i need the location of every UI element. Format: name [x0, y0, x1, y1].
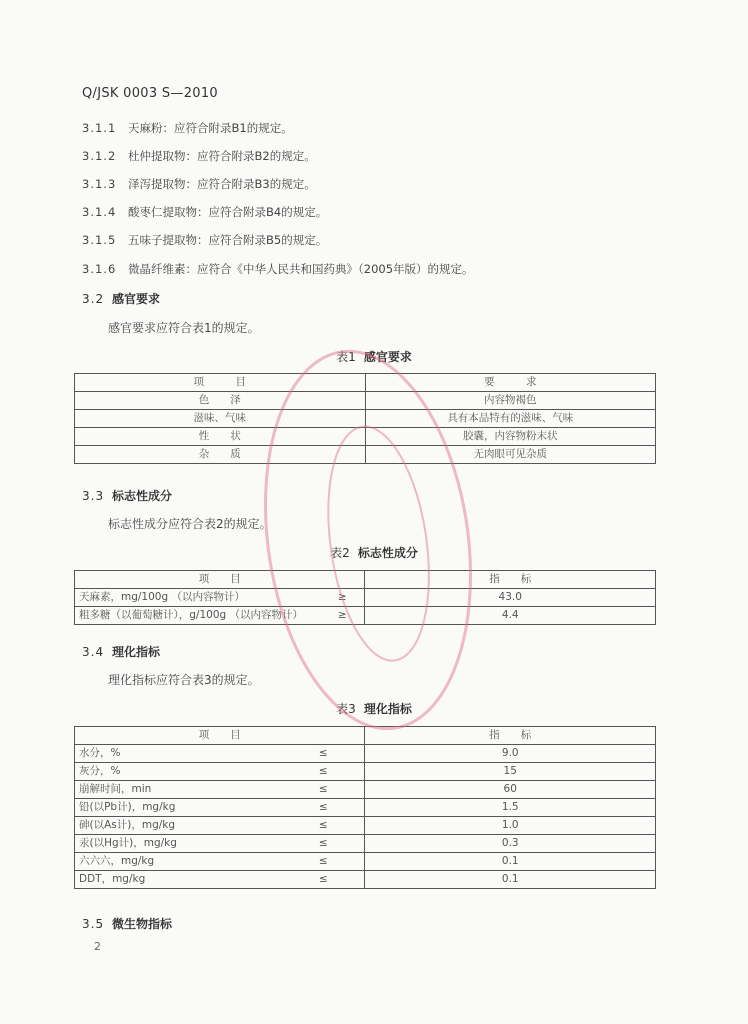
table3-caption [0, 700, 748, 717]
caption-number: 表2 [330, 546, 350, 560]
table-cell: DDT，mg/kg [75, 871, 283, 889]
table-cell: 铅(以Pb计)，mg/kg [75, 799, 283, 817]
clause-number: 3.1.6 [82, 262, 117, 276]
section-number: 3.2 [82, 292, 105, 306]
clause-3-1-3 [82, 176, 316, 192]
clause-3-1-1 [82, 120, 293, 136]
clause-number: 3.1.5 [82, 233, 117, 247]
table-cell: ≤ [282, 763, 365, 781]
section-3-3-heading [82, 487, 172, 504]
table-header-row [75, 571, 656, 589]
section-title: 微生物指标 [112, 917, 173, 931]
clause-text: 酸枣仁提取物：应符合附录B4的规定。 [128, 205, 328, 219]
table3-physicochemical [74, 726, 656, 889]
caption-title: 感官要求 [363, 350, 412, 364]
table-cell: ≤ [282, 781, 365, 799]
section-3-2-heading [82, 290, 160, 307]
section-number: 3.3 [82, 489, 105, 503]
table-row [75, 835, 656, 853]
standard-code: Q/JSK 0003 S—2010 [82, 86, 219, 101]
table-cell: 杂 质 [75, 446, 366, 464]
section-number: 3.4 [82, 645, 105, 659]
table-cell: 粗多糖（以葡萄糖计），g/100g （以内容物计） [75, 607, 321, 625]
clause-3-1-5 [82, 232, 327, 248]
clause-number: 3.1.4 [82, 205, 117, 219]
table-cell: 具有本品特有的滋味、气味 [365, 410, 656, 428]
table-cell: 1.0 [365, 817, 656, 835]
table-cell: ≤ [282, 835, 365, 853]
table-cell: 水分，% [75, 745, 283, 763]
table-row [75, 763, 656, 781]
table-cell: 43.0 [365, 589, 656, 607]
table1-caption [0, 348, 748, 365]
table-row [75, 392, 656, 410]
table-cell: ≤ [282, 817, 365, 835]
section-title: 理化指标 [112, 645, 161, 659]
section-number: 3.5 [82, 917, 105, 931]
table-cell: 9.0 [365, 745, 656, 763]
table-row [75, 871, 656, 889]
table-header-cell: 指 标 [365, 727, 656, 745]
table-row [75, 428, 656, 446]
table-header-cell: 要 求 [365, 374, 656, 392]
table-cell: 砷(以As计)，mg/kg [75, 817, 283, 835]
table-row [75, 589, 656, 607]
table-cell: 无肉眼可见杂质 [365, 446, 656, 464]
table-header-cell: 项 目 [75, 571, 365, 589]
table-cell: 色 泽 [75, 392, 366, 410]
section-3-3-para: 标志性成分应符合表2的规定。 [108, 517, 272, 531]
table-cell: ≤ [282, 853, 365, 871]
caption-title: 标志性成分 [357, 546, 418, 560]
section-title: 感官要求 [112, 292, 161, 306]
table-header-row [75, 374, 656, 392]
table-row [75, 799, 656, 817]
table-row [75, 410, 656, 428]
table2-caption [0, 544, 748, 561]
table-cell: 性 状 [75, 428, 366, 446]
table-cell: 4.4 [365, 607, 656, 625]
section-3-5-heading [82, 915, 172, 932]
page-number: 2 [94, 940, 101, 953]
caption-number: 表3 [336, 702, 356, 716]
table-cell: ≥ [320, 607, 365, 625]
clause-text: 微晶纤维素：应符合《中华人民共和国药典》（2005年版）的规定。 [128, 262, 474, 276]
table-row [75, 781, 656, 799]
clause-number: 3.1.3 [82, 177, 117, 191]
table-cell: 0.1 [365, 871, 656, 889]
table-header-cell: 项 目 [75, 727, 365, 745]
table-row [75, 817, 656, 835]
clause-3-1-6 [82, 261, 474, 277]
table-cell: ≤ [282, 799, 365, 817]
table-cell: 汞(以Hg计)，mg/kg [75, 835, 283, 853]
clause-text: 泽泻提取物：应符合附录B3的规定。 [128, 177, 316, 191]
table-row [75, 853, 656, 871]
clause-3-1-2 [82, 148, 316, 164]
clause-number: 3.1.2 [82, 149, 117, 163]
clause-text: 杜仲提取物：应符合附录B2的规定。 [128, 149, 316, 163]
section-3-2-para: 感官要求应符合表1的规定。 [108, 321, 260, 335]
caption-number: 表1 [336, 350, 356, 364]
table-cell: 滋味、气味 [75, 410, 366, 428]
table-cell: 0.1 [365, 853, 656, 871]
clause-text: 天麻粉：应符合附录B1的规定。 [128, 121, 293, 135]
section-title: 标志性成分 [112, 489, 173, 503]
clause-text: 五味子提取物：应符合附录B5的规定。 [128, 233, 328, 247]
clause-3-1-4 [82, 204, 327, 220]
caption-title: 理化指标 [363, 702, 412, 716]
table-cell: 60 [365, 781, 656, 799]
section-3-4-heading [82, 643, 160, 660]
table-header-cell: 项 目 [75, 374, 366, 392]
table-cell: 崩解时间，min [75, 781, 283, 799]
table-row [75, 607, 656, 625]
table-header-cell: 指 标 [365, 571, 656, 589]
table2-marker-components [74, 570, 656, 625]
section-3-4-para: 理化指标应符合表3的规定。 [108, 673, 260, 687]
table-cell: ≤ [282, 871, 365, 889]
table-cell: 胶囊，内容物粉末状 [365, 428, 656, 446]
table-cell: ≥ [320, 589, 365, 607]
table-cell: 15 [365, 763, 656, 781]
table-cell: 0.3 [365, 835, 656, 853]
clause-number: 3.1.1 [82, 121, 117, 135]
table-row [75, 745, 656, 763]
table-cell: 六六六，mg/kg [75, 853, 283, 871]
table-header-row [75, 727, 656, 745]
table-cell: ≤ [282, 745, 365, 763]
table-row [75, 446, 656, 464]
table-cell: 1.5 [365, 799, 656, 817]
table-cell: 内容物褐色 [365, 392, 656, 410]
table1-sensory [74, 373, 656, 464]
table-cell: 天麻素，mg/100g （以内容物计） [75, 589, 321, 607]
table-cell: 灰分，% [75, 763, 283, 781]
